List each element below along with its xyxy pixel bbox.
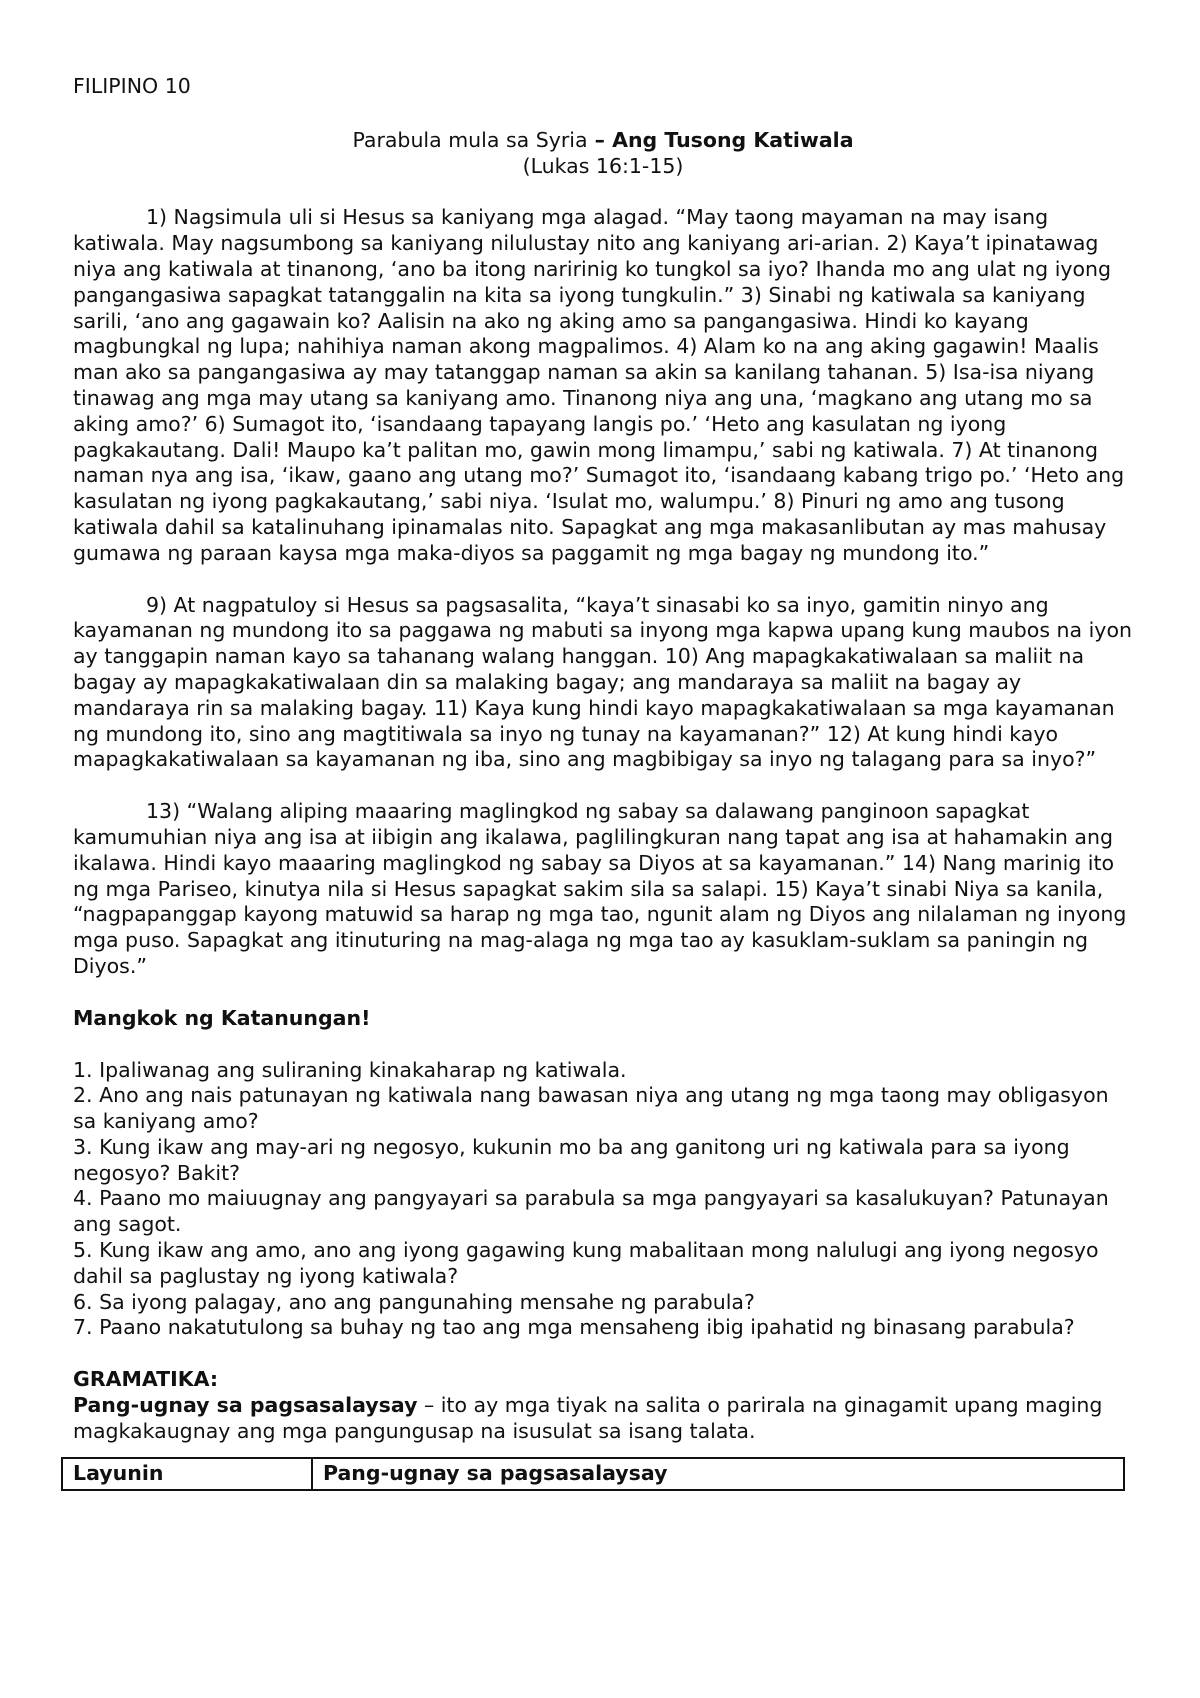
gramatika-definition-text: – ito ay mga tiyak na salita o parirala na ginagamit upang maging magkakaugnay ang mga pangungusap na isusulat sa isang talata. [73,1393,1103,1443]
table-header-row [62,1458,1124,1490]
parable-title-name: Ang Tusong Katiwala [612,127,854,152]
question-item: 2. Ano ang nais patunayan ng katiwala nang bawasan niya ang utang ng mga taong may obligasyon sa kaniyang amo? [73,1083,1109,1134]
story-paragraph-3: 13) “Walang aliping maaaring maglingkod ng sabay sa dalawang panginoon sapagkat kamumuhian niya ang isa at iibigin ang ikalawa, paglilingkuran nang tapat ang isa at hahamakin ang ikalawa. Hindi kayo maaaring maglingkod ng sabay sa Diyos at sa kayamanan.” 14) Nang marinig ito ng mga Pariseo, kinutya nila si Hesus sapagkat sakim sila sa salapi. 15) Kaya’t sinabi Niya sa kanila, “nagpapanggap kayong matuwid sa harap ng mga tao, ngunit alam ng Diyos ang nilalaman ng inyong mga puso. Sapagkat ang itinuturing na mag-alaga ng mga tao ay kasuklam-suklam sa paningin ng Diyos.” [73,799,1127,978]
parable-title-separator: – [587,127,613,152]
gramatika-term: Pang-ugnay sa pagsasalaysay [73,1393,418,1418]
question-item: 4. Paano mo maiuugnay ang pangyayari sa parabula sa mga pangyayari sa kasalukuyan? Patunayan ang sagot. [73,1186,1109,1237]
questions-list [73,1058,1133,1342]
title-block [73,128,1133,180]
story-paragraph-2: 9) At nagpatuloy si Hesus sa pagsasalita, “kaya’t sinasabi ko sa inyo, gamitin ninyo ang kayamanan ng mundong ito sa paggawa ng mabuti sa inyong mga kapwa upang kung maubos na iyon ay tanggapin naman kayo sa tahanang walang hanggan. 10) Ang mapagkakatiwalaan sa maliit na bagay ay mapagkakatiwalaan din sa malaking bagay; ang mandaraya sa maliit na bagay ay mandaraya rin sa malaking bagay. 11) Kaya kung hindi kayo mapagkakatiwalaan sa mga kayamanan ng mundong ito, sino ang magtitiwala sa inyo ng tunay na kayamanan?” 12) At kung hindi kayo mapagkakatiwalaan sa kayamanan ng iba, sino ang magbibigay sa inyo ng talagang para sa inyo?” [73,592,1132,772]
subject-label: FILIPINO 10 [73,74,191,98]
table-header-pang-ugnay: Pang-ugnay sa pagsasalaysay [312,1458,1124,1490]
gramatika-definition [73,1393,1133,1445]
document-page [73,74,1133,1491]
story-paragraph-1: 1) Nagsimula uli si Hesus sa kaniyang mga alagad. “May taong mayaman na may isang katiwala. May nagsumbong sa kaniyang nilulustay nito ang kaniyang ari-arian. 2) Kaya’t ipinatawag niya ang katiwala at tinanong, ‘ano ba itong naririnig ko tungkol sa iyo? Ihanda mo ang ulat ng iyong pangangasiwa sapagkat tatanggalin na kita sa iyong tungkulin.” 3) Sinabi ng katiwala sa kaniyang sarili, ‘ano ang gagawain ko? Aalisin na ako ng aking amo sa pangangasiwa. Hindi ko kayang magbungkal ng lupa; nahihiya naman akong magpalimos. 4) Alam ko na ang aking gagawin! Maalis man ako sa pangangasiwa ay may tatanggap naman sa akin sa kanilang tahanan. 5) Isa-isa niyang tinawag ang mga may utang sa kaniyang amo. Tinanong niya ang una, ‘magkano ang utang mo sa aking amo?’ 6) Sumagot ito, ‘isandaang tapayang langis po.’ ‘Heto ang kasulatan ng iyong pagkakautang. Dali! Maupo ka’t palitan mo, gawin mong limampu,’ sabi ng katiwala. 7) At tinanong naman nya ang isa, ‘ikaw, gaano ang utang mo?’ Sumagot ito, ‘isandaang kabang trigo po.’ ‘Heto ang kasulatan ng iyong pagkakautang,’ sabi niya. ‘Isulat mo, walumpu.’ 8) Pinuri ng amo ang tusong katiwala dahil sa katalinuhang ipinamalas nito. Sapagkat ang mga makasanlibutan ay mas mahusay gumawa ng paraan kaysa mga maka-diyos sa paggamit ng mga bagay ng mundong ito.” [73,205,1125,565]
parable-title-prefix: Parabula mula sa Syria [352,127,588,152]
questions-heading: Mangkok ng Katanungan! [73,1005,371,1030]
gramatika-heading: GRAMATIKA: [73,1367,219,1392]
question-item: 6. Sa iyong palagay, ano ang pangunahing mensahe ng parabula? [73,1289,755,1314]
question-item: 5. Kung ikaw ang amo, ano ang iyong gagawing kung mabalitaan mong nalulugi ang iyong negosyo dahil sa paglustay ng iyong katiwala? [73,1238,1099,1288]
parable-title [73,128,1133,154]
question-item: 3. Kung ikaw ang may-ari ng negosyo, kukunin mo ba ang ganitong uri ng katiwala para sa iyong negosyo? Bakit? [73,1134,1070,1185]
question-item: 7. Paano nakatutulong sa buhay ng tao ang mga mensaheng ibig ipahatid ng binasang parabula? [73,1315,1075,1340]
question-item: 1. Ipaliwanag ang suliraning kinakaharap ng katiwala. [73,1057,627,1082]
pang-ugnay-table [61,1457,1125,1491]
parable-reference: (Lukas 16:1-15) [522,153,684,178]
table-header-layunin: Layunin [62,1458,312,1490]
